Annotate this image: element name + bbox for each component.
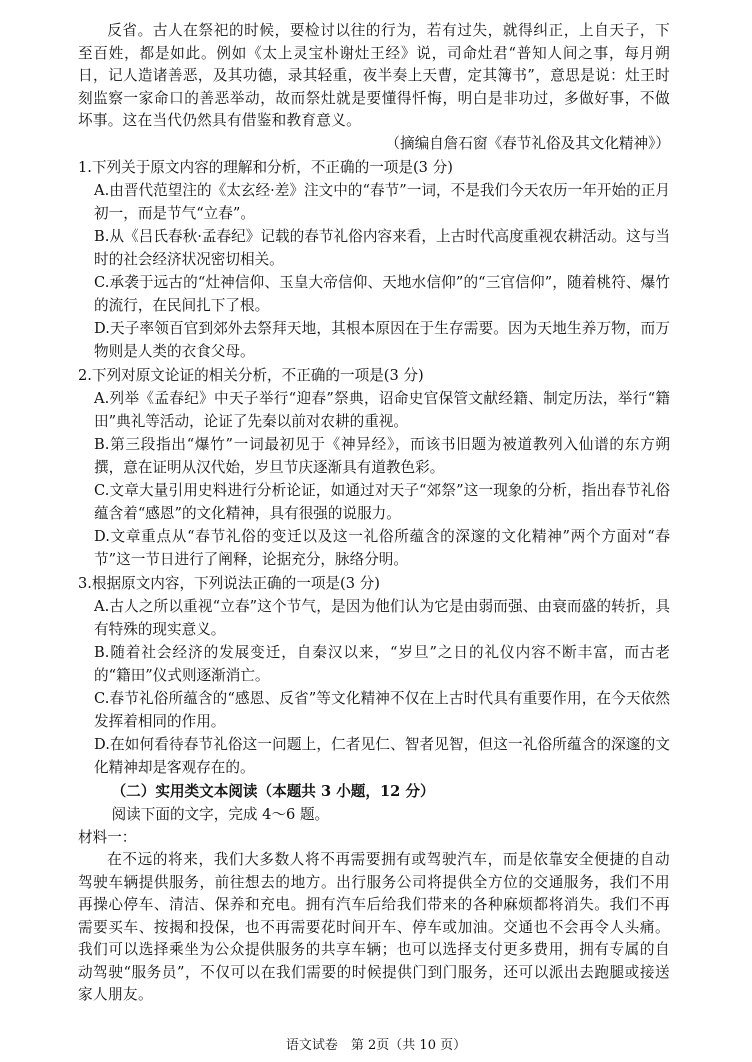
option-b: B.随着社会经济的发展变迁，自秦汉以来，“岁旦”之日的礼仪内容不断丰富，而古老的“籍田”仪式则逐渐消亡。 xyxy=(94,644,670,684)
question-stem: 3.根据原文内容，下列说法正确的一项是(3 分) xyxy=(78,575,380,592)
section-instruction: 阅读下面的文字，完成 4～6 题。 xyxy=(111,806,330,823)
question-3 xyxy=(78,572,670,779)
option-d: D.天子率领百官到郊外去祭拜天地，其根本原因在于生存需要。因为天地生养万物，而万物则是人类的衣食父母。 xyxy=(94,320,670,360)
option-c: C.承袭于远古的“灶神信仰、玉皇大帝信仰、天地水信仰”的“三官信仰”，随着桃符、爆竹的流行，在民间扎下了根。 xyxy=(94,274,670,314)
option-c: C.文章大量引用史料进行分析论证，如通过对天子“郊祭”这一现象的分析，指出春节礼俗蕴含着“感恩”的文化精神，具有很强的说服力。 xyxy=(94,482,670,522)
material-label: 材料一： xyxy=(78,829,137,846)
section-title: （二）实用类文本阅读（本题共 3 小题，12 分） xyxy=(111,783,435,800)
option-c: C.春节礼俗所蕴含的“感恩、反省”等文化精神不仅在上古时代具有重要作用，在今天依然发挥着相同的作用。 xyxy=(94,690,670,730)
material-paragraph: 在不远的将来，我们大多数人将不再需要拥有或驾驶汽车，而是依靠安全便捷的自动驾驶车辆提供服务，前往想去的地方。出行服务公司将提供全方位的交通服务，我们不用再操心停车、清洁、保养和充电。拥有汽车后给我们带来的各种麻烦都将消失。我们不再需要买车、按揭和投保，也不再需要花时间开车、停车或加油。交通也不会再令人头痛。我们可以选择乘坐为公众提供服务的共享车辆；也可以选择支付更多费用，拥有专属的自动驾驶“服务员”，不仅可以在我们需要的时候提供门到门服务，还可以派出去跑腿或接送家人朋友。 xyxy=(78,851,670,1003)
option-a: A.古人之所以重视“立春”这个节气，是因为他们认为它是由弱而强、由衰而盛的转折，具有特殊的现实意义。 xyxy=(94,598,670,638)
option-a: A.由晋代范望注的《太玄经·差》注文中的“春节”一词，不是我们今天农历一年开始的正月初一，而是节气“立春”。 xyxy=(94,182,670,222)
option-d: D.文章重点从“春节礼俗的变迁以及这一礼俗所蕴含的深邃的文化精神”两个方面对“春节”这一节日进行了阐释，论据充分，脉络分明。 xyxy=(94,528,670,568)
option-d: D.在如何看待春节礼俗这一问题上，仁者见仁、智者见智，但这一礼俗所蕴含的深邃的文化精神却是客观存在的。 xyxy=(94,736,670,776)
option-b: B.从《吕氏春秋·孟春纪》记载的春节礼俗内容来看，上古时代高度重视农耕活动。这与当时的社会经济状况密切相关。 xyxy=(94,228,670,268)
page-footer: 语文试卷 第 2页（共 10 页） xyxy=(285,1038,467,1053)
question-2 xyxy=(78,364,670,571)
option-a: A.列举《孟春纪》中天子举行“迎春”祭典，诏命史官保管文献经籍、制定历法，举行“籍田”典礼等活动，论证了先秦以前对农耕的重视。 xyxy=(94,390,670,430)
passage-source: （摘编自詹石窗《春节礼俗及其文化精神》） xyxy=(385,134,670,152)
question-stem: 2.下列对原文论证的相关分析，不正确的一项是(3 分) xyxy=(78,367,424,384)
question-1 xyxy=(78,156,670,363)
passage-paragraph: 反省。古人在祭祀的时候，要检讨以往的行为，若有过失，就得纠正，上自天子，下至百姓，都是如此。例如《太上灵宝朴谢灶王经》说，司命灶君“普知人间之事，每月朔日，记人造诸善恶，及其功德，录其轻重，夜半奏上天曹，定其簿书”，意思是说：灶王时刻监察一家命口的善恶举动，故而祭灶就是要懂得忏悔，明白是非功过，多做好事，不做坏事。这在当代仍然具有借鉴和教育意义。 xyxy=(78,22,670,129)
option-b: B.第三段指出“爆竹”一词最初见于《神异经》，而该书旧题为被道教列入仙谱的东方朔撰，意在证明从汉代始，岁旦节庆逐渐具有道教色彩。 xyxy=(94,436,670,476)
question-stem: 1.下列关于原文内容的理解和分析，不正确的一项是(3 分) xyxy=(78,159,453,176)
